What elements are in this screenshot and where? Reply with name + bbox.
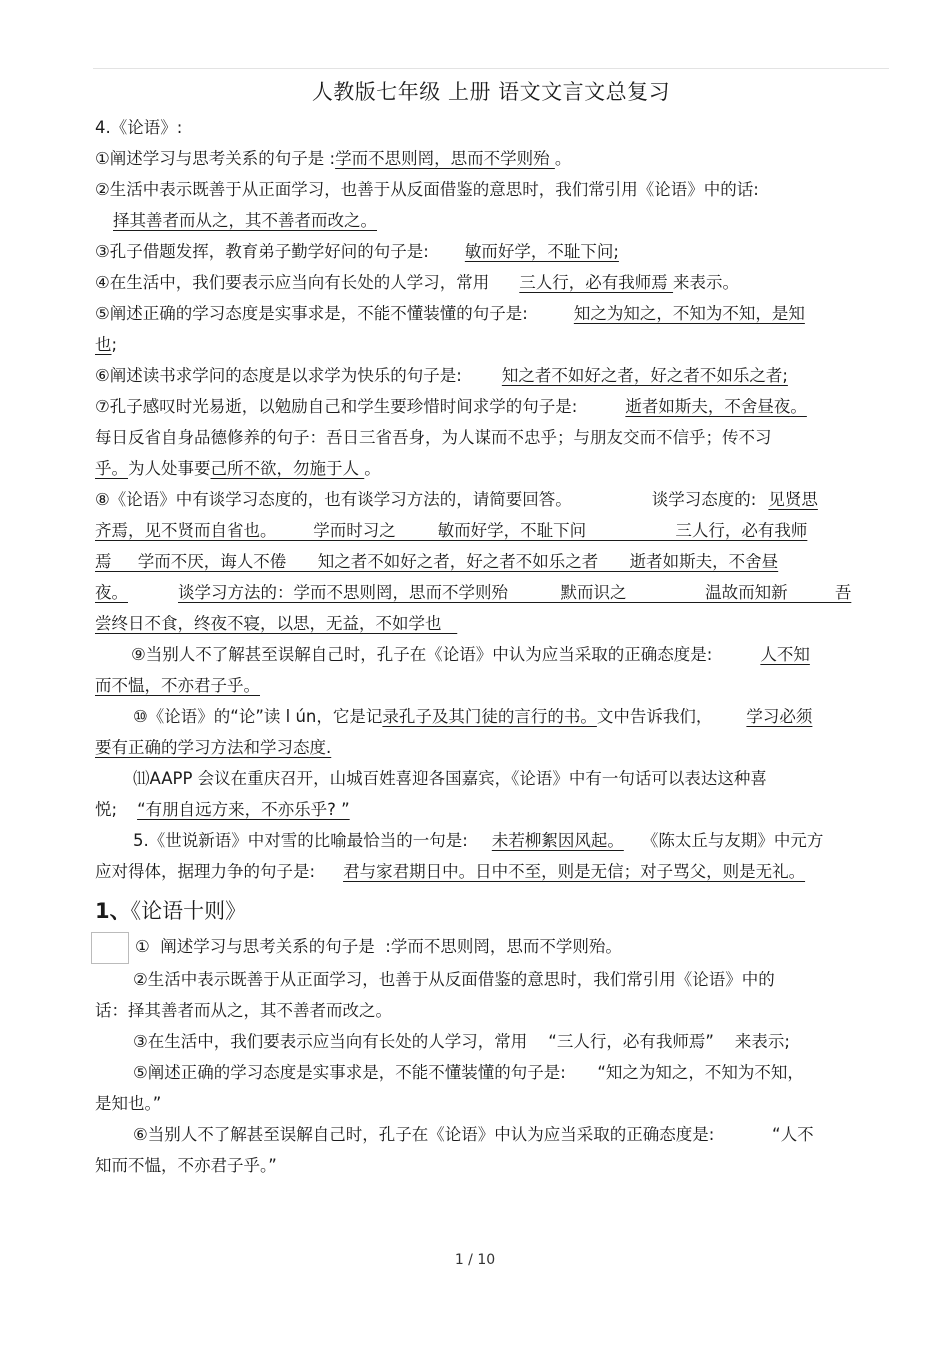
answer: 敏而好学，不耻下问;	[464, 242, 619, 261]
section-4-heading: 4.《论语》:	[95, 118, 183, 137]
item-9	[95, 639, 887, 670]
sec1-item-2-cont: 话：择其善者而从之，其不善者而改之。	[95, 1000, 392, 1020]
answer: 未若柳絮因风起。	[491, 831, 624, 850]
sec1-item-6-cont: 知而不愠，不亦君子乎。”	[95, 1155, 277, 1175]
answer: 也	[95, 335, 112, 354]
item-7	[95, 391, 887, 422]
sec1-item-2: ②生活中表示既善于从正面学习，也善于从反面借鉴的意思时，我们常引用《论语》中的	[133, 969, 775, 989]
item-6	[95, 360, 887, 391]
answer: 己所不欲，勿施于人	[210, 459, 365, 478]
item-text: ⑩《论语》的“论”读 l ún，它是记	[133, 707, 383, 726]
answer: 齐焉，见不贤而自省也。 学而时习之 敏而好学，不耻下问 三人行，必有我师	[95, 521, 808, 540]
item-8-answer-3	[95, 577, 887, 608]
item-5-cont	[95, 329, 887, 360]
item-text: 来表示。	[673, 273, 740, 292]
answer: 学而不思则罔，思而不学则殆	[335, 149, 555, 168]
item-text: ① 阐述学习与思考关系的句子是 :学而不思则罔，思而不学则殆。	[135, 937, 622, 956]
item-8-answer-4	[95, 608, 887, 639]
answer: 逝者如斯夫，不舍昼夜。	[625, 397, 807, 416]
answer: 君与家君期日中。日中不至，则是无信；对子骂父，则是无礼。	[343, 862, 806, 881]
sec1-item-5: ⑤阐述正确的学习态度是实事求是，不能不懂装懂的句子是: “知之为知之，不知为不知，	[133, 1062, 804, 1082]
item-text: ⑧《论语》中有谈学习态度的，也有谈学习方法的，请简要回答。	[95, 490, 572, 509]
section-1-heading	[95, 891, 887, 931]
item-1	[95, 143, 887, 174]
answer: 焉 学而不厌，诲人不倦 知之者不如好之者，好之者不如乐之者 逝者如斯夫，不舍昼	[95, 552, 779, 571]
answer: 三人行，必有我师焉	[519, 273, 674, 292]
item-5	[95, 298, 887, 329]
item-text: ⑨当别人不了解甚至误解自己时，孔子在《论语》中认为应当采取的正确态度是:	[131, 645, 713, 664]
sec1-item-6: ⑥当别人不了解甚至误解自己时，孔子在《论语》中认为应当采取的正确态度是: “人不	[133, 1124, 814, 1144]
item-7-note: 每日反省自身品德修养的句子：吾日三省吾身，为人谋而不忠乎；与朋友交而不信乎；传不习	[95, 428, 772, 447]
item-9-cont	[95, 670, 887, 701]
item-text: 悦;	[95, 800, 118, 819]
sec1-item-3: ③在生活中，我们要表示应当向有长处的人学习，常用 “三人行，必有我师焉” 来表示;	[133, 1031, 790, 1051]
sec1-item-1	[95, 931, 887, 964]
item-2: ②生活中表示既善于从正面学习，也善于从反面借鉴的意思时，我们常引用《论语》中的话:	[95, 180, 759, 199]
item-7-note-cont	[95, 453, 887, 484]
item-text: ①阐述学习与思考关系的句子是 :	[95, 149, 336, 168]
item-8-answer-1	[95, 515, 887, 546]
item-text: ④在生活中，我们要表示应当向有长处的人学习，常用	[95, 273, 490, 292]
answer: 尝终日不食，终夜不寝，以思，无益，不如学也	[95, 614, 458, 633]
sec1-item-5-cont: 是知也。”	[95, 1093, 162, 1113]
item-text: 谈学习态度的:	[651, 490, 757, 509]
item-10	[95, 701, 887, 732]
header-rule	[93, 68, 889, 69]
section-number: 1、	[95, 899, 131, 923]
item-8-answer-2	[95, 546, 887, 577]
answer: 要有正确的学习方法和学习态度.	[95, 738, 332, 757]
item-text: ⑤阐述正确的学习态度是实事求是，不能不懂装懂的句子是:	[95, 304, 528, 323]
item-11: ⑾AAPP 会议在重庆召开，山城百姓喜迎各国嘉宾，《论语》中有一句话可以表达这种喜	[133, 769, 767, 788]
checkbox-icon	[91, 932, 129, 964]
item-text: ;	[111, 335, 118, 354]
answer: 人不知	[760, 645, 810, 664]
section-title: 《论语十则》	[130, 899, 247, 923]
answer: 录孔子及其门徒的言行的书。	[382, 707, 597, 726]
answer: 学习必须	[746, 707, 813, 726]
answer: “有朋自远方来，不亦乐乎? ”	[137, 800, 350, 819]
item-text: 《陈太丘与友期》中元方	[641, 831, 824, 850]
item-text: 5.《世说新语》中对雪的比喻最恰当的一句是:	[133, 831, 468, 850]
answer: 知之为知之，不知为不知，是知	[573, 304, 805, 323]
item-10-cont	[95, 732, 887, 763]
document-page	[95, 70, 887, 1181]
item-text: ③孔子借题发挥，教育弟子勤学好问的句子是:	[95, 242, 429, 261]
item-text: ⑥阐述读书求学问的态度是以求学为快乐的句子是:	[95, 366, 462, 385]
item-11-cont	[95, 794, 887, 825]
item-3	[95, 236, 887, 267]
answer: 夜。	[95, 583, 128, 602]
answer: 知之者不如好之者，好之者不如乐之者;	[501, 366, 788, 385]
answer: 见贤思	[768, 490, 818, 509]
item-text: 为人处事要	[128, 459, 211, 478]
item-text: 应对得体，据理力争的句子是:	[95, 862, 316, 881]
page-title: 人教版七年级 上册 语文文言文总复习	[311, 80, 671, 104]
section-5	[95, 825, 887, 856]
item-4	[95, 267, 887, 298]
item-8	[95, 484, 887, 515]
answer: 谈学习方法的：学而不思则罔，思而不学则殆 默而识之 温故而知新 吾	[178, 583, 852, 602]
item-text: 。	[364, 459, 381, 478]
answer: 乎。	[95, 459, 128, 478]
item-2-answer	[95, 205, 887, 236]
page-number: 1 / 10	[454, 1252, 496, 1268]
item-text: 文中告诉我们，	[596, 707, 713, 726]
answer: 择其善者而从之，其不善者而改之。	[113, 211, 377, 230]
item-text: 。	[554, 149, 572, 168]
item-text: ⑦孔子感叹时光易逝，以勉励自己和学生要珍惜时间求学的句子是:	[95, 397, 578, 416]
answer: 而不愠，不亦君子乎。	[95, 676, 260, 695]
section-5-cont	[95, 856, 887, 887]
